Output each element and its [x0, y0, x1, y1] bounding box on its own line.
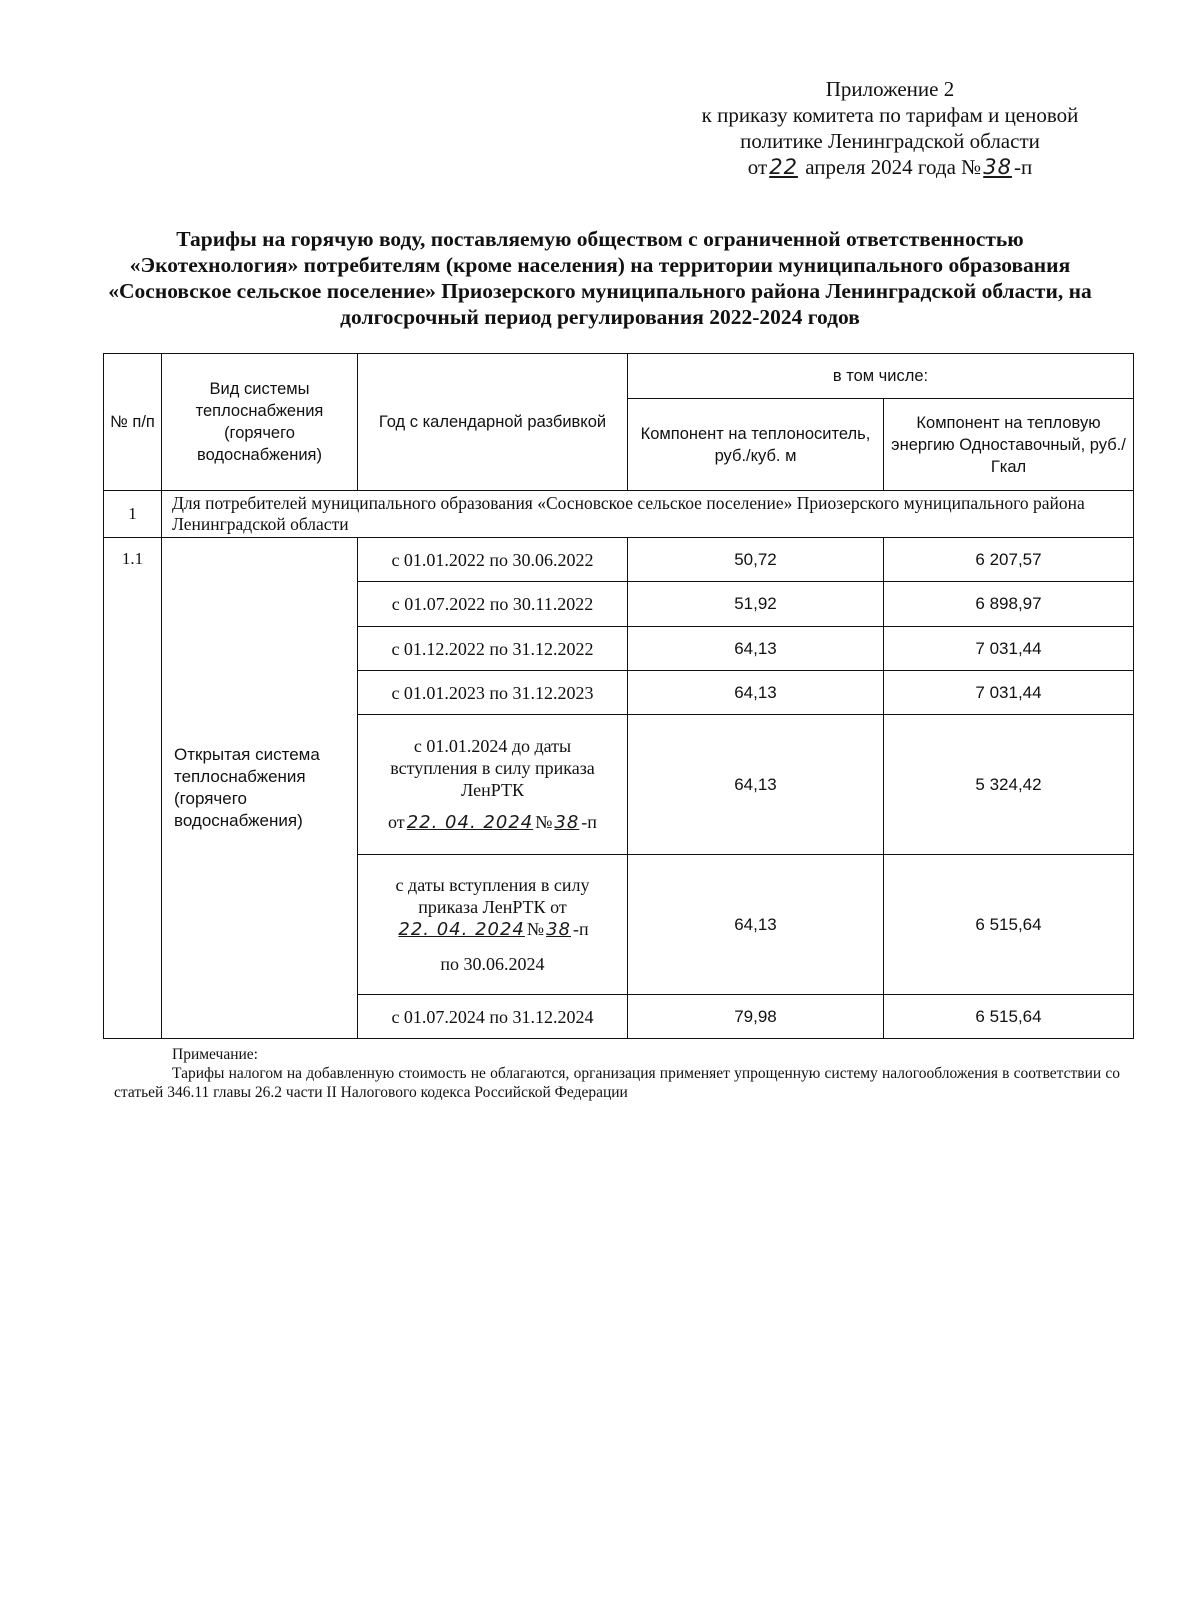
carrier-value: 50,72 — [628, 538, 884, 582]
system-type-cell: Открытая система теплоснабжения (горячего водоснабжения) — [162, 538, 358, 1039]
period-cell — [358, 715, 628, 855]
energy-value: 6 515,64 — [884, 855, 1134, 995]
energy-value: 6 898,97 — [884, 582, 1134, 627]
carrier-value: 64,13 — [628, 715, 884, 855]
handwritten-order-date: 22. 04. 2024 — [406, 812, 534, 833]
handwritten-order-number: 38 — [554, 812, 580, 833]
table-row — [104, 538, 1134, 582]
header-including: в том числе: — [628, 354, 1134, 399]
energy-value: 7 031,44 — [884, 627, 1134, 671]
period-cell: с 01.07.2022 по 30.11.2022 — [358, 582, 628, 627]
period-order-prefix: от — [388, 812, 405, 832]
period-text: с даты вступления в силу приказа ЛенРТК от — [395, 875, 590, 917]
header-system-type: Вид системы теплоснабжения (горячего водоснабжения) — [162, 354, 358, 491]
appendix-line-2: к приказу комитета по тарифам и ценовой — [701, 103, 1079, 127]
energy-value: 6 515,64 — [884, 995, 1134, 1039]
tariff-table — [103, 353, 1134, 1039]
period-order-suffix: -п — [581, 812, 597, 832]
handwritten-day: 22 — [769, 155, 798, 179]
table-header-row-1 — [104, 354, 1134, 399]
handwritten-order-date: 22. 04. 2024 — [398, 919, 525, 940]
group-number: 1 — [104, 491, 162, 538]
period-order-ref — [364, 918, 621, 941]
appendix-line-4 — [640, 154, 1140, 180]
period-text: с 01.01.2024 до даты вступления в силу приказа ЛенРТК — [390, 736, 595, 800]
note-section — [114, 1045, 1120, 1102]
period-order-suffix: -п — [572, 919, 589, 939]
note-text: Тарифы налогом на добавленную стоимость не облагаются, организация применяет упрощенную систему налогообложения в соответствии со статьей 346.11 главы 26.2 части II Налогового кодекса Российской Федерации — [114, 1065, 1120, 1101]
appendix-line-1: Приложение 2 — [825, 77, 955, 101]
period-order-ref — [364, 811, 621, 834]
note-label: Примечание: — [172, 1046, 258, 1063]
appendix-header — [640, 76, 1140, 180]
subgroup-number: 1.1 — [104, 538, 162, 1039]
carrier-value: 51,92 — [628, 582, 884, 627]
appendix-date-suffix: -п — [1013, 155, 1033, 179]
period-cell: с 01.12.2022 по 31.12.2022 — [358, 627, 628, 671]
document-title: Тарифы на горячую воду, поставляемую обществом с ограниченной ответственностью «Экотехнология» потребителям (кроме населения) на территории муниципального образования «Сосновское сельское поселение» Приозерского муниципального района Ленинградской области, на долгосрочный период регулирования 2022-2024 годов — [108, 227, 1092, 329]
header-number: № п/п — [104, 354, 162, 491]
energy-value: 5 324,42 — [884, 715, 1134, 855]
period-cell — [358, 855, 628, 995]
appendix-line-3: политике Ленинградской области — [740, 129, 1040, 153]
header-carrier-component: Компонент на теплоноситель, руб./куб. м — [628, 399, 884, 491]
period-cell: с 01.07.2024 по 31.12.2024 — [358, 995, 628, 1039]
period-cell: с 01.01.2023 по 31.12.2023 — [358, 671, 628, 715]
period-cell: с 01.01.2022 по 30.06.2022 — [358, 538, 628, 582]
energy-value: 7 031,44 — [884, 671, 1134, 715]
handwritten-order-number: 38 — [546, 919, 571, 940]
carrier-value: 64,13 — [628, 671, 884, 715]
energy-value: 6 207,57 — [884, 538, 1134, 582]
carrier-value: 64,13 — [628, 855, 884, 995]
group-row — [104, 491, 1134, 538]
header-period: Год с календарной разбивкой — [358, 354, 628, 491]
carrier-value: 79,98 — [628, 995, 884, 1039]
carrier-value: 64,13 — [628, 627, 884, 671]
handwritten-order-number: 38 — [983, 155, 1012, 179]
header-energy-component: Компонент на тепловую энергию Одноставочный, руб./Гкал — [884, 399, 1134, 491]
group-description: Для потребителей муниципального образования «Сосновское сельское поселение» Приозерского муниципального района Ленинградской области — [162, 491, 1134, 538]
period-order-no: № — [526, 919, 545, 939]
appendix-date-prefix: от — [747, 155, 768, 179]
period-end-text: по 30.06.2024 — [440, 954, 545, 974]
appendix-date-middle: апреля 2024 года № — [805, 155, 982, 179]
period-order-no: № — [535, 812, 553, 832]
